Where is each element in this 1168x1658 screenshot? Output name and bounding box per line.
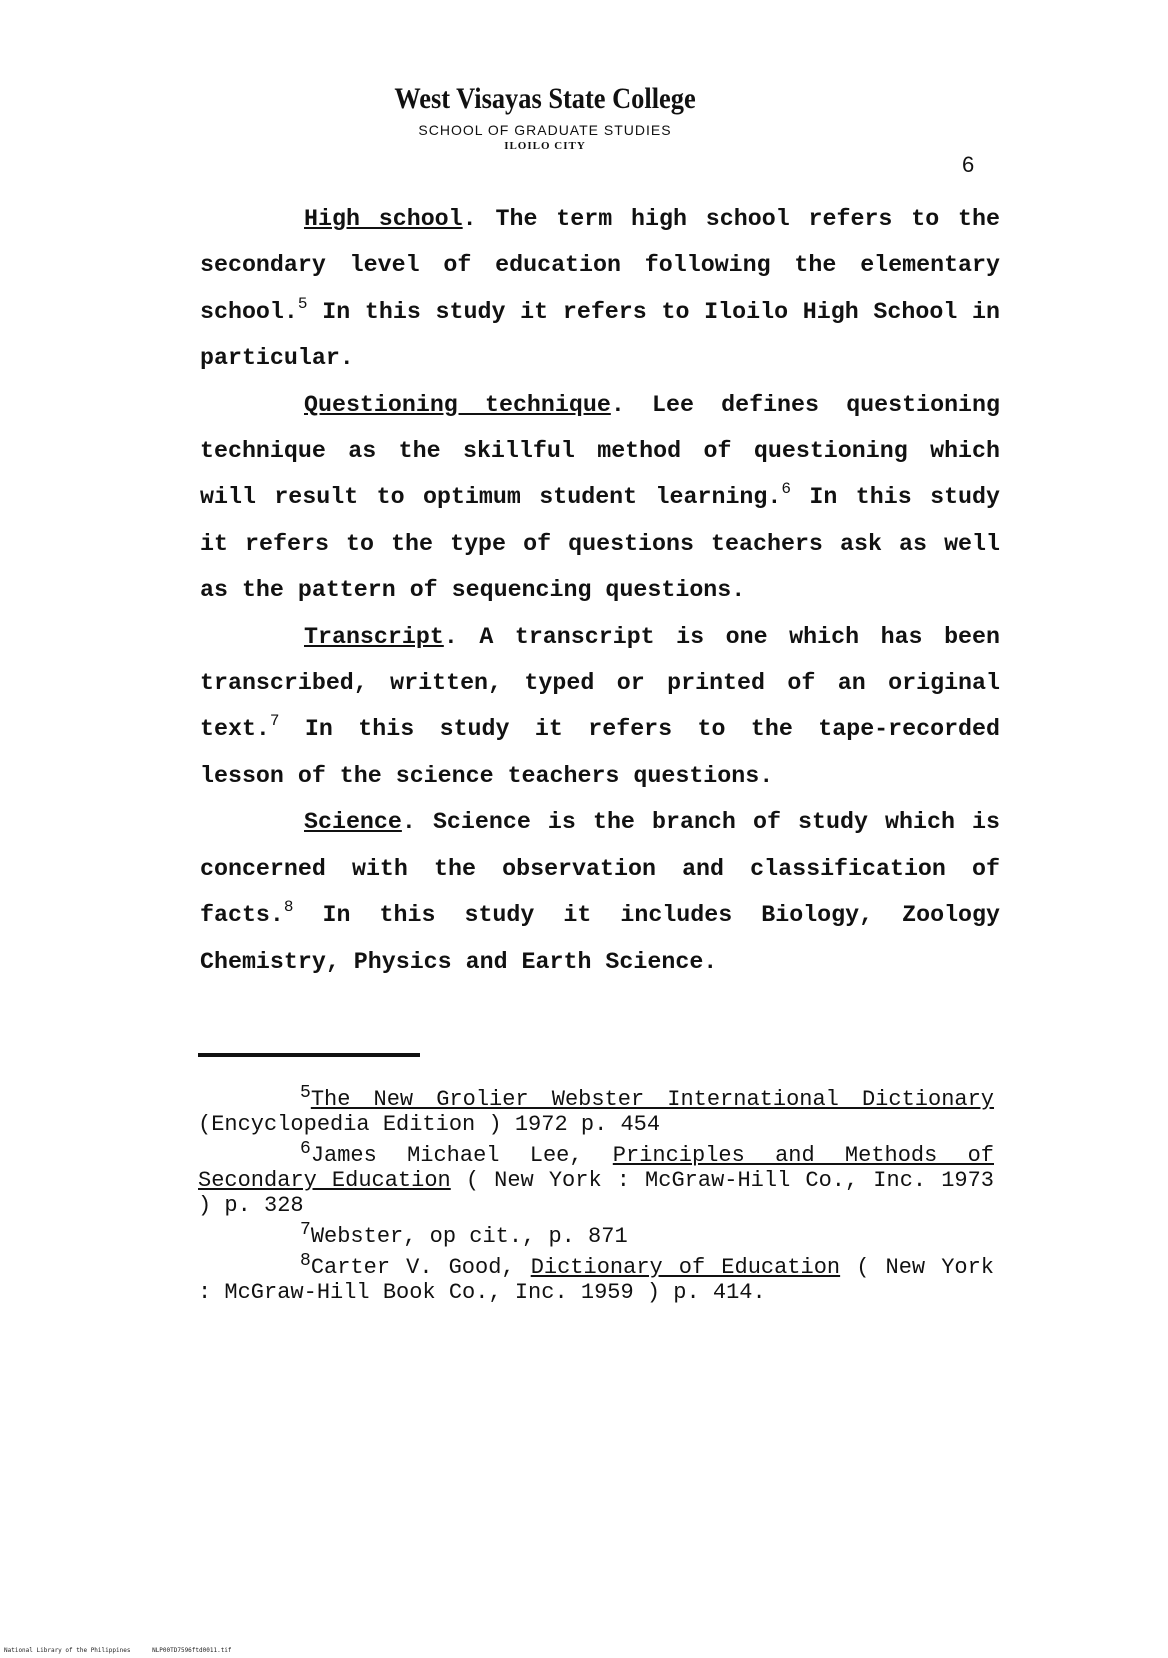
college-name: West Visayas State College — [394, 82, 696, 115]
footnote-8 — [198, 1251, 994, 1305]
paragraph-text: In this study it refers to Iloilo High School in particular. — [200, 298, 1000, 372]
scan-footer — [4, 1647, 250, 1654]
footnote-6 — [198, 1139, 995, 1218]
footnote-number: 8 — [300, 1251, 311, 1271]
paragraph-text: . Lee defines questioning technique as the skillful method of questioning which will result to optimum student learning. — [200, 391, 1000, 511]
footnote-ref: 6 — [781, 480, 791, 499]
paragraph-text: . A transcript is one which has been transcribed, written, typed or printed of an original text. — [200, 623, 1000, 743]
scan-filename: NLP00TD7596ftd0011.tif — [152, 1647, 232, 1654]
footnotes — [198, 1083, 995, 1311]
paragraph-text: In this study it refers to the type of questions teachers ask as well as the pattern of sequencing questions. — [200, 484, 1000, 604]
term-high-school: High school — [304, 206, 463, 232]
footnote-pre: Carter V. Good, — [310, 1255, 531, 1280]
footnote-number: 7 — [300, 1220, 311, 1240]
paragraph-transcript — [200, 614, 1000, 800]
paragraph-text: In this study it refers to the tape-recorded lesson of the science teachers questions. — [200, 716, 1000, 789]
footnote-title: Dictionary of Education — [530, 1255, 841, 1280]
footnote-divider — [198, 1053, 420, 1057]
term-science: Science — [304, 809, 402, 836]
term-transcript: Transcript — [304, 623, 444, 650]
footnote-ref: 5 — [297, 294, 308, 313]
footnote-post: (Encyclopedia Edition ) 1972 p. 454 — [198, 1112, 661, 1137]
term-questioning-technique: Questioning technique — [304, 391, 611, 418]
paragraph-high-school — [200, 196, 1000, 382]
paragraph-text: In this study it includes Biology, Zoology Chemistry, Physics and Earth Science. — [200, 902, 1000, 975]
school-name: SCHOOL OF GRADUATE STUDIES — [418, 122, 672, 138]
footnote-title: Principles and Methods of Secondary Education — [198, 1143, 994, 1193]
paragraph-questioning-technique — [200, 382, 1000, 614]
footnote-post: ( New York : McGraw-Hill Book Co., Inc. 1959 ) p. 414. — [198, 1255, 994, 1305]
paragraph-text: . Science is the branch of study which is concerned with the observation and classification of facts. — [200, 809, 1000, 929]
footnote-pre: Webster, op cit., p. 871 — [310, 1224, 628, 1249]
footnote-number: 6 — [300, 1139, 311, 1159]
body-text — [200, 196, 1000, 985]
page-number: 6 — [962, 152, 975, 177]
footnote-pre: James Michael Lee, — [310, 1143, 613, 1168]
footnote-title: The New Grolier Webster International Dictionary — [310, 1087, 994, 1112]
paragraph-science — [200, 799, 1000, 985]
city-name: ILOILO CITY — [504, 140, 586, 152]
footnote-ref: 8 — [283, 898, 294, 917]
footnote-post: ( New York : McGraw-Hill Co., Inc. 1973 ) p. 328 — [198, 1168, 995, 1218]
footnote-7 — [198, 1220, 994, 1249]
footnote-ref: 7 — [269, 712, 280, 731]
library-credit: National Library of the Philippines — [4, 1647, 131, 1654]
footnote-5 — [198, 1083, 994, 1137]
footnote-number: 5 — [300, 1083, 311, 1103]
paragraph-text: . The term high school refers to the secondary level of education following the elementary school. — [200, 206, 1000, 325]
